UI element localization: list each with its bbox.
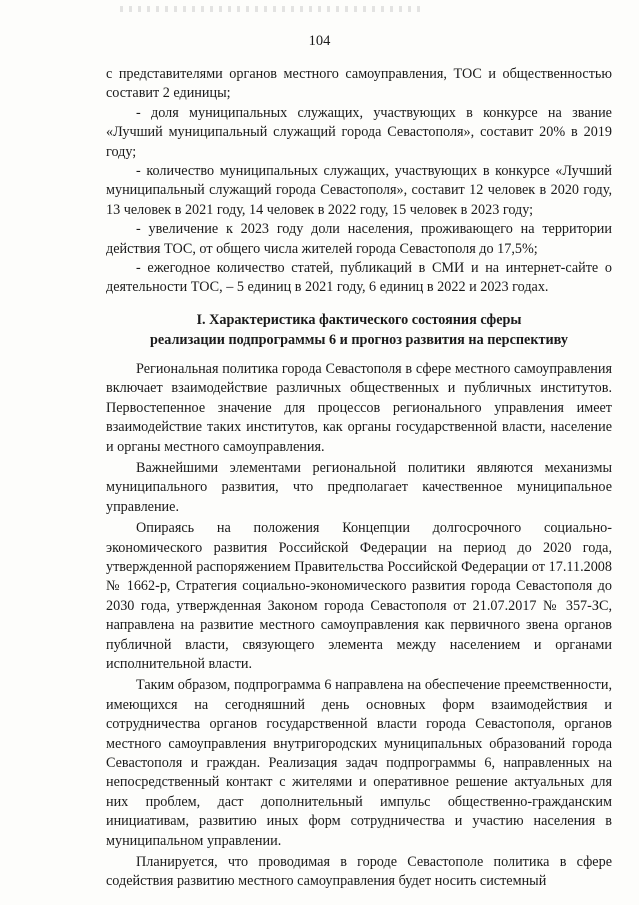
list-item-indicator: - ежегодное количество статей, публикаций в СМИ и на интернет-сайте о деятельности ТОС, – 5 единиц в 2021 году, 6 единиц в 2022 и 2023 годах. [106,260,612,296]
section-heading-line-1: I. Характеристика фактического состояния сферы [196,311,522,328]
body-paragraph: Важнейшими элементами региональной политики являются механизмы муниципального развития, что предполагает качественное муниципальное управление. [106,459,612,515]
body-paragraph: Таким образом, подпрограмма 6 направлена на обеспечение преемственности, имеющихся на сегодняшний день основных форм взаимодействия и сотрудничества органов государственной власти города Севастополя, органов местного самоуправления внутригородских муниципальных образований города Севастополя и граждан. Реализация задач подпрограммы 6, направленных на непосредственный контакт с жителями и оперативное решение актуальных для них проблем, даст дополнительный импульс общественно-гражданским инициативам, развитию иных форм сотрудничества и участию населения в муниципальном управлении. [106,677,612,849]
document-body [106,65,612,892]
list-item-indicator: - доля муниципальных служащих, участвующих в конкурсе на звание «Лучший муниципальный служащий города Севастополя», составит 20% в 2019 году; [106,104,612,160]
text-continuation: с представителями органов местного самоуправления, ТОС и общественностью составит 2 единицы; [106,66,612,102]
body-paragraph: Планируется, что проводимая в городе Севастополе политика в сфере содействия развитию местного самоуправления будет носить системный [106,854,612,890]
scan-artifact [120,6,420,12]
list-item-indicator: - увеличение к 2023 году доли населения, проживающего на территории действия ТОС, от общего числа жителей города Севастополя до 17,5%; [106,221,612,257]
section-heading-line-2: реализации подпрограммы 6 и прогноз развития на перспективу [150,331,568,348]
section-heading [106,310,612,350]
body-paragraph: Опираясь на положения Концепции долгосрочного социально-экономического развития Российской Федерации на период до 2020 года, утвержденной распоряжением Правительства Российской Федерации от 17.11.2008 № 1662-р, Стратегия социально-экономического развития города Севастополя до 2030 года, утвержденная Законом города Севастополя от 21.07.2017 № 357-ЗС, направлена на развитие местного самоуправления как первичного звена органов публичной власти, связующего элемента между населением и органами исполнительной власти. [106,520,612,672]
body-paragraph: Региональная политика города Севастополя в сфере местного самоуправления включает взаимодействие различных общественных и публичных институтов. Первостепенное значение для процессов регионального управления имеет взаимодействие таких институтов, как органы государственной власти, население и органы местного самоуправления. [106,360,612,455]
list-item-indicator: - количество муниципальных служащих, участвующих в конкурсе «Лучший муниципальный служащий города Севастополя», составит 12 человек в 2020 году, 13 человек в 2021 году, 14 человек в 2022 году, 15 человек в 2023 году; [106,163,612,218]
page-number: 104 [308,33,331,49]
